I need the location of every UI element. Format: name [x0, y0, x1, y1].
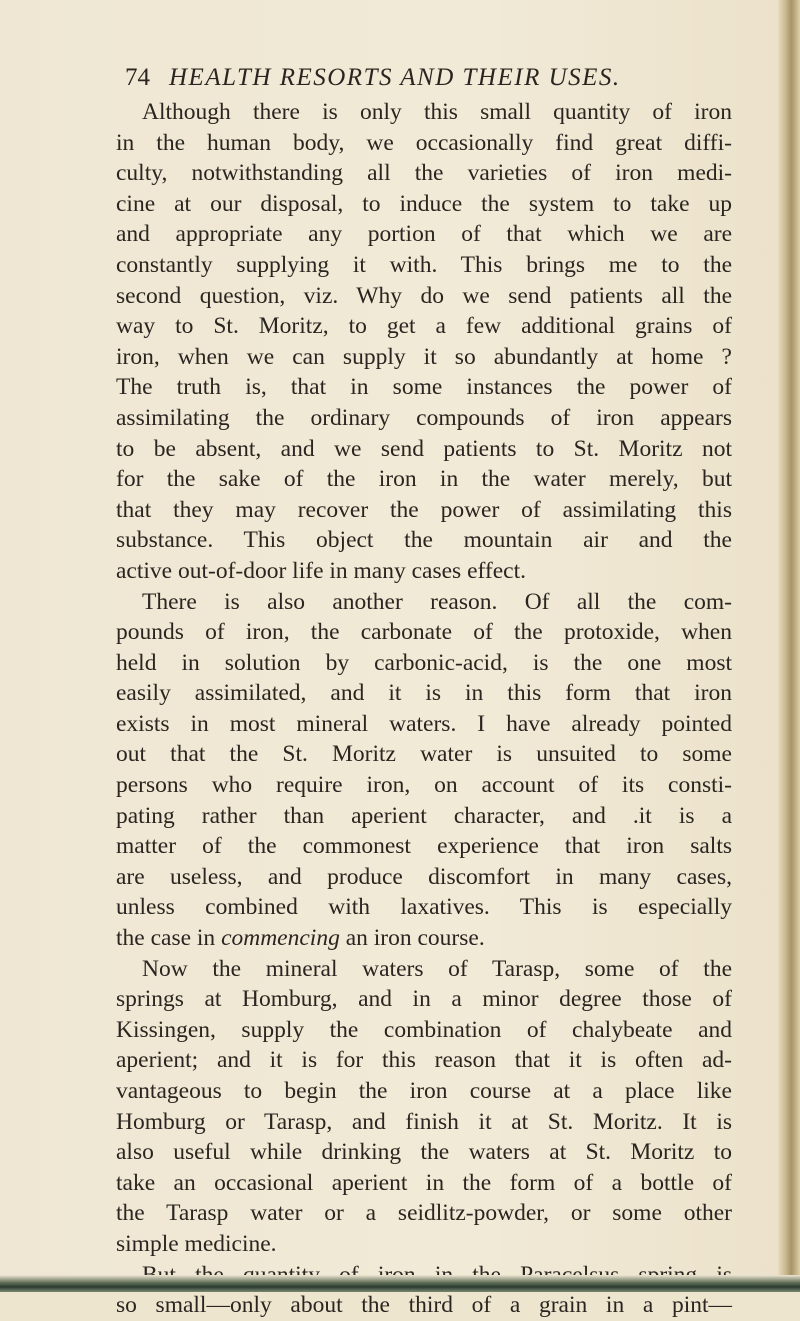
- text-line: [116, 1107, 732, 1138]
- text-line: [116, 158, 732, 189]
- text-line-content: assimilating the ordinary compounds of iron appears: [116, 404, 732, 431]
- text-line: [116, 954, 732, 985]
- text-line: [116, 372, 732, 403]
- text-line-content: culty, notwithstanding all the varieties of iron medi-: [116, 160, 732, 187]
- text-line: [116, 128, 732, 159]
- text-line-content: cine at our disposal, to induce the system to take up: [116, 190, 732, 217]
- text-line-content: iron, when we can supply it so abundantly at home ?: [116, 343, 732, 370]
- text-line: [116, 801, 732, 832]
- text-line-content: Kissingen, supply the combination of chalybeate and: [116, 1016, 732, 1043]
- text-line: [116, 1198, 732, 1229]
- text-line: [116, 587, 732, 618]
- text-line-content: springs at Homburg, and in a minor degree those of: [116, 986, 732, 1013]
- text-line: [116, 219, 732, 250]
- text-line: [116, 739, 732, 770]
- text-line: [116, 1076, 732, 1107]
- text-line-content: out that the St. Moritz water is unsuited to some: [116, 741, 732, 768]
- text-line-content: pounds of iron, the carbonate of the protoxide, when: [116, 619, 732, 646]
- text-line: [116, 709, 732, 740]
- text-line-content: second question, viz. Why do we send patients all the: [116, 282, 732, 309]
- text-line-content: to be absent, and we send patients to St. Moritz not: [116, 435, 732, 462]
- text-line: [116, 281, 732, 312]
- body-text: [116, 97, 732, 1321]
- text-line: [116, 617, 732, 648]
- text-line: [116, 1229, 732, 1260]
- text-line: [116, 311, 732, 342]
- page-header: [127, 62, 727, 94]
- page-edge-bottom: [0, 1275, 800, 1292]
- text-line: [116, 556, 732, 587]
- text-line: [116, 892, 732, 923]
- text-line: [116, 984, 732, 1015]
- text-line: [116, 770, 732, 801]
- text-line-content: unless combined with laxatives. This is especially: [116, 894, 732, 921]
- italic-emphasis: commencing: [221, 925, 340, 952]
- text-line-content: The truth is, that in some instances the power of: [116, 374, 732, 401]
- text-line: [116, 831, 732, 862]
- text-line-content: Homburg or Tarasp, and finish it at St. Moritz. It is: [116, 1108, 732, 1135]
- text-line: [116, 495, 732, 526]
- text-line: [116, 678, 732, 709]
- text-line-content: the case in: [116, 925, 222, 952]
- page-edge-right: [778, 0, 800, 1292]
- text-line-content: also useful while drinking the waters at St. Moritz to: [116, 1139, 732, 1166]
- text-line: [116, 434, 732, 465]
- text-line-content: simple medicine.: [116, 1230, 277, 1257]
- text-line-content: active out-of-door life in many cases effect.: [116, 557, 526, 584]
- text-line-content: exists in most mineral waters. I have already pointed: [116, 710, 732, 737]
- text-line-content: take an occasional aperient in the form of a bottle of: [116, 1169, 732, 1196]
- text-line-continuation: an iron course.: [339, 925, 485, 952]
- text-line-content: held in solution by carbonic-acid, is the one most: [116, 649, 732, 676]
- text-line-content: substance. This object the mountain air and the: [116, 527, 732, 554]
- text-line-content: Now the mineral waters of Tarasp, some of the: [142, 955, 732, 982]
- text-line: [116, 1290, 732, 1321]
- text-line-content: easily assimilated, and it is in this form that iron: [116, 680, 732, 707]
- text-line-content: persons who require iron, on account of its consti-: [116, 772, 732, 799]
- text-line-content: so small—only about the third of a grain in a pint—: [116, 1292, 732, 1319]
- text-line-content: that they may recover the power of assimilating this: [116, 496, 732, 523]
- text-line: [116, 97, 732, 128]
- text-line: [116, 189, 732, 220]
- text-line-content: There is also another reason. Of all the com-: [142, 588, 732, 615]
- text-line: [116, 862, 732, 893]
- text-line: [116, 525, 732, 556]
- text-line: [116, 1137, 732, 1168]
- text-line-content: the Tarasp water or a seidlitz-powder, or some other: [116, 1200, 732, 1227]
- text-line-content: Although there is only this small quantity of iron: [142, 99, 732, 125]
- text-line-content: and appropriate any portion of that which we are: [116, 221, 732, 248]
- page-number: 74: [125, 64, 150, 91]
- text-line-content: are useless, and produce discomfort in many cases,: [116, 863, 732, 890]
- text-line-content: way to St. Moritz, to get a few additional grains of: [116, 313, 732, 340]
- text-line: [116, 1015, 732, 1046]
- text-line: [116, 1168, 732, 1199]
- text-line-content: constantly supplying it with. This brings me to the: [116, 251, 732, 278]
- text-line: [116, 923, 732, 954]
- running-head: HEALTH RESORTS AND THEIR USES.: [169, 64, 621, 91]
- text-line: [116, 403, 732, 434]
- text-line-content: vantageous to begin the iron course at a place like: [116, 1078, 732, 1104]
- text-line-content: aperient; and it is for this reason that it is often ad-: [116, 1047, 732, 1074]
- text-line: [116, 1045, 732, 1076]
- text-line-content: for the sake of the iron in the water merely, but: [116, 466, 732, 493]
- text-line-content: pating rather than aperient character, and .it is a: [116, 802, 732, 829]
- text-line: [116, 464, 732, 495]
- text-line: [116, 648, 732, 679]
- text-line-content: matter of the commonest experience that iron salts: [116, 833, 732, 860]
- text-line: [116, 250, 732, 281]
- text-line: [116, 342, 732, 373]
- text-line-content: in the human body, we occasionally find great diffi-: [116, 129, 732, 156]
